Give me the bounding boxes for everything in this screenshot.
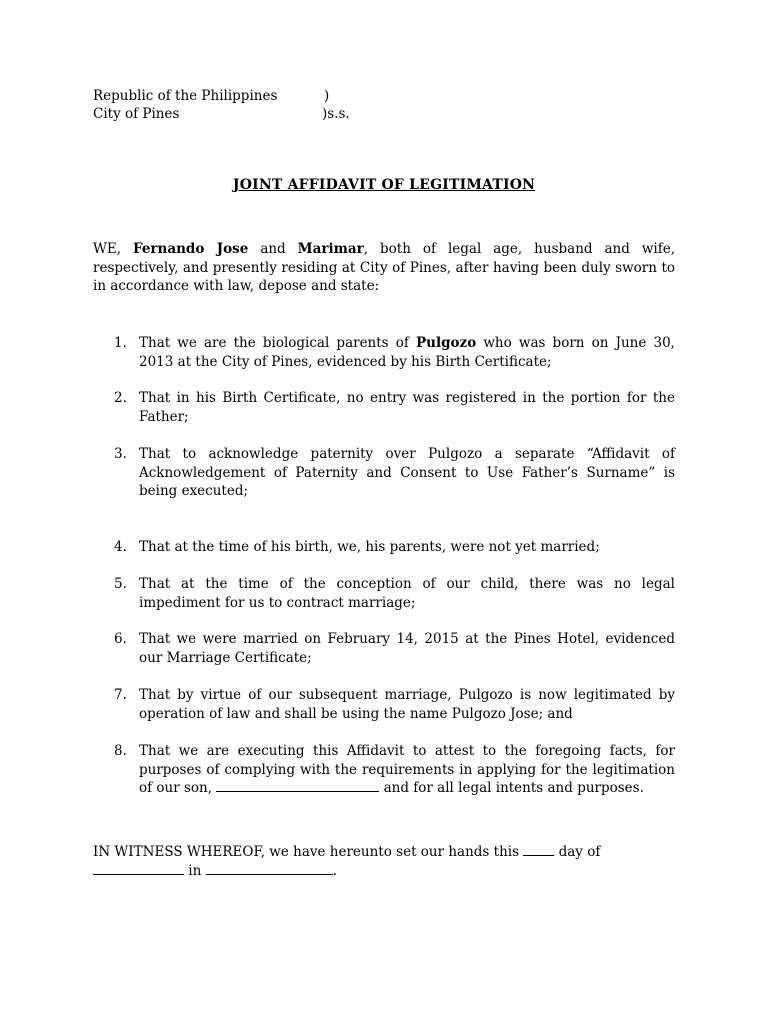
- witness-part3: in: [184, 862, 206, 879]
- son-name-blank[interactable]: [216, 779, 379, 792]
- item-text: That we were married on February 14, 2015 at the Pines Hotel, evidenced our Marriage Certificate;: [139, 631, 675, 666]
- witness-part4: .: [332, 862, 337, 879]
- item-text-post: and for all legal intents and purposes.: [379, 780, 644, 796]
- item-text-post: who was born on June 30, 2013 at the City of Pines, evidenced by his Birth Certificate;: [139, 335, 675, 370]
- item-number: 3.: [114, 446, 127, 462]
- document-title: JOINT AFFIDAVIT OF LEGITIMATION: [232, 177, 536, 193]
- item-text: [139, 334, 675, 371]
- place-blank[interactable]: [206, 862, 333, 875]
- item-text: [139, 742, 675, 798]
- intro-name-fernando: Fernando Jose: [133, 241, 249, 257]
- item-number: 6.: [114, 631, 127, 647]
- intro-rest: , both of legal age, husband and wife, respectively, and presently residing at City of Pines, after having been duly sworn to in accordance with law, depose and state:: [93, 241, 676, 294]
- venue-republic-text: Republic of the Philippines: [93, 88, 278, 104]
- venue-republic-mark: ): [324, 88, 330, 104]
- intro-prefix: WE,: [93, 241, 133, 257]
- item-text: That in his Birth Certificate, no entry was registered in the portion for the Father;: [139, 390, 675, 425]
- intro-name-marimar: Marimar: [297, 241, 364, 257]
- item-text-pre: That we are the biological parents of: [139, 335, 417, 351]
- item-number: 4.: [114, 539, 127, 555]
- item-number: 8.: [114, 743, 127, 759]
- item-text: That at the time of his birth, we, his parents, were not yet married;: [139, 539, 600, 555]
- day-blank[interactable]: [523, 843, 554, 856]
- item-number: 2.: [114, 390, 127, 406]
- witness-clause: [93, 843, 675, 880]
- witness-part1: IN WITNESS WHEREOF, we have hereunto set our hands this: [93, 844, 524, 860]
- item-text-pre: That we are executing this Affidavit to attest to the foregoing facts, for purposes of complying with the requirements in applying for the legitimation of our son,: [139, 743, 675, 796]
- item-text: That to acknowledge paternity over Pulgozo a separate “Affidavit of Acknowledgement of Paternity and Consent to Use Father’s Surname” is being executed;: [139, 446, 675, 499]
- item-child-name: Pulgozo: [416, 335, 477, 351]
- intro-paragraph: [93, 240, 675, 296]
- venue-city-text: City of Pines: [93, 106, 180, 122]
- venue-city-mark: )s.s.: [322, 106, 350, 122]
- item-number: 1.: [114, 335, 127, 351]
- intro-conjunction: and: [248, 241, 298, 257]
- witness-part2: day of: [554, 844, 601, 860]
- item-text: That by virtue of our subsequent marriage, Pulgozo is now legitimated by operation of law and shall be using the name Pulgozo Jose; and: [139, 687, 675, 722]
- item-number: 5.: [114, 576, 127, 592]
- month-blank[interactable]: [93, 862, 184, 875]
- item-text: That at the time of the conception of our child, there was no legal impediment for us to contract marriage;: [139, 576, 675, 611]
- item-number: 7.: [114, 687, 127, 703]
